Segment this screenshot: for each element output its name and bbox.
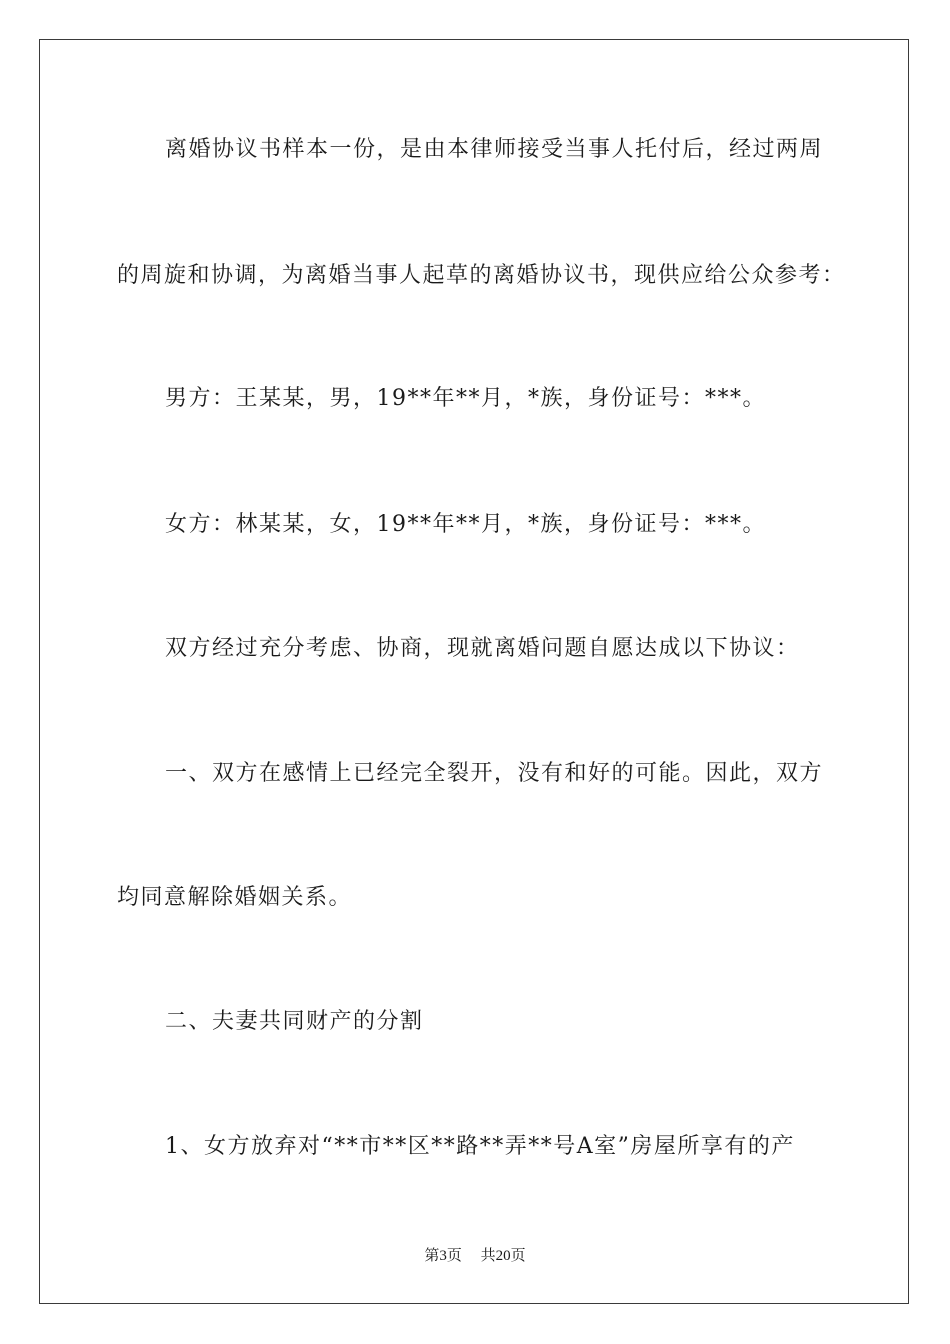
paragraph-line-6: 一、双方在感情上已经完全裂开，没有和好的可能。因此，双方: [165, 761, 824, 786]
paragraph-line-9: 1、女方放弃对“**市**区**路**弄**号A室”房屋所享有的产: [165, 1134, 795, 1159]
paragraph-line-2: 的周旋和协调，为离婚当事人起草的离婚协议书，现供应给公众参考：: [117, 263, 846, 288]
page-number: 第3页: [424, 1248, 462, 1264]
paragraph-line-8: 二、夫妻共同财产的分割: [165, 1009, 424, 1034]
paragraph-line-1: 离婚协议书样本一份，是由本律师接受当事人托付后，经过两周: [165, 137, 824, 162]
page-total: 共20页: [480, 1248, 526, 1264]
page-footer: [0, 1244, 950, 1265]
page-border: [39, 39, 909, 1304]
paragraph-line-5: 双方经过充分考虑、协商，现就离婚问题自愿达成以下协议：: [165, 636, 800, 661]
paragraph-line-4: 女方：林某某，女，19**年**月，*族，身份证号：***。: [165, 512, 766, 537]
paragraph-line-7: 均同意解除婚姻关系。: [117, 885, 353, 910]
paragraph-line-3: 男方：王某某，男，19**年**月，*族，身份证号：***。: [165, 386, 766, 411]
